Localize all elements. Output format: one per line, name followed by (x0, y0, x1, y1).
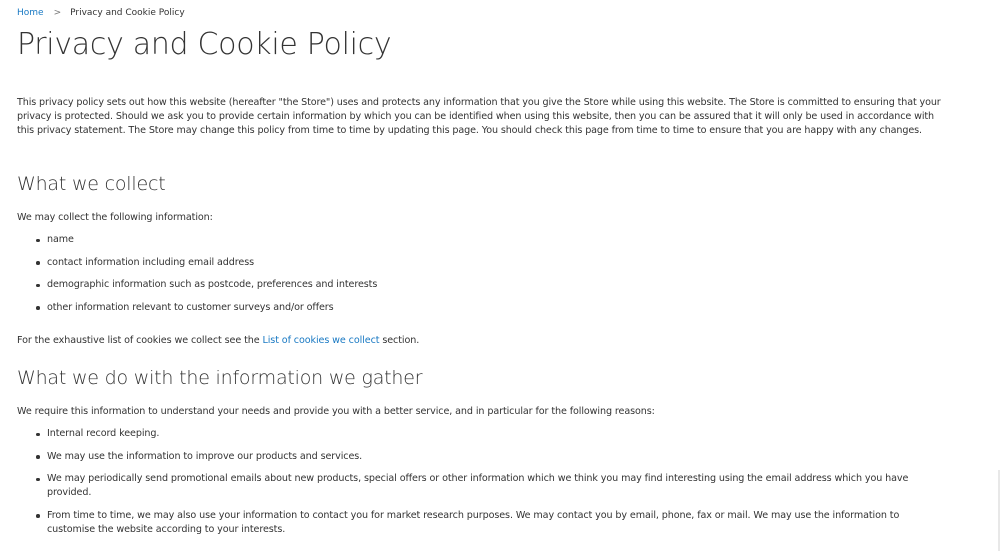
breadcrumb (17, 8, 185, 18)
list-item: contact information including email address (17, 256, 952, 270)
list-item: Internal record keeping. (17, 427, 952, 441)
breadcrumb-current: Privacy and Cookie Policy (70, 8, 185, 18)
list-of-cookies-link[interactable]: List of cookies we collect (262, 335, 380, 346)
cookies-note-suffix: section. (379, 335, 420, 346)
list-item: We may periodically send promotional emails about new products, special offers or other information which we think you may find interesting using the email address which you have provided. (17, 472, 952, 500)
list-item: We may use the information to improve our products and services. (17, 450, 952, 464)
breadcrumb-home-link[interactable]: Home (17, 8, 44, 18)
cookies-note-text: For the exhaustive list of cookies we collect see the (17, 335, 263, 346)
cookies-note (17, 334, 419, 348)
section-heading-what-we-collect: What we collect (17, 173, 166, 195)
section-lead: We require this information to understand your needs and provide you with a better service, and in particular for the following reasons: (17, 406, 655, 417)
list-item: other information relevant to customer surveys and/or offers (17, 301, 952, 315)
list-item: From time to time, we may also use your information to contact you for market research purposes. We may contact you by email, phone, fax or mail. We may use the information to customise the website according to your interests. (17, 509, 952, 537)
section-lead: We may collect the following information: (17, 212, 213, 223)
reasons-list (17, 427, 952, 545)
breadcrumb-separator: > (53, 8, 62, 18)
page-title: Privacy and Cookie Policy (17, 27, 392, 62)
intro-paragraph: This privacy policy sets out how this website (hereafter "the Store") uses and protects any information that you give the Store while using this website. The Store is committed to ensuring that your privacy is protected. Should we ask you to provide certain information by which you can be identified when using this website, then you can be assured that it will only be used in accordance with this privacy statement. The Store may change this policy from time to time by updating this page. You should check this page from time to time to ensure that you are happy with any changes. (17, 97, 941, 136)
section-heading-what-we-do: What we do with the information we gather (17, 367, 423, 389)
list-item: name (17, 233, 952, 247)
list-item: demographic information such as postcode, preferences and interests (17, 278, 952, 292)
collect-list (17, 233, 952, 323)
